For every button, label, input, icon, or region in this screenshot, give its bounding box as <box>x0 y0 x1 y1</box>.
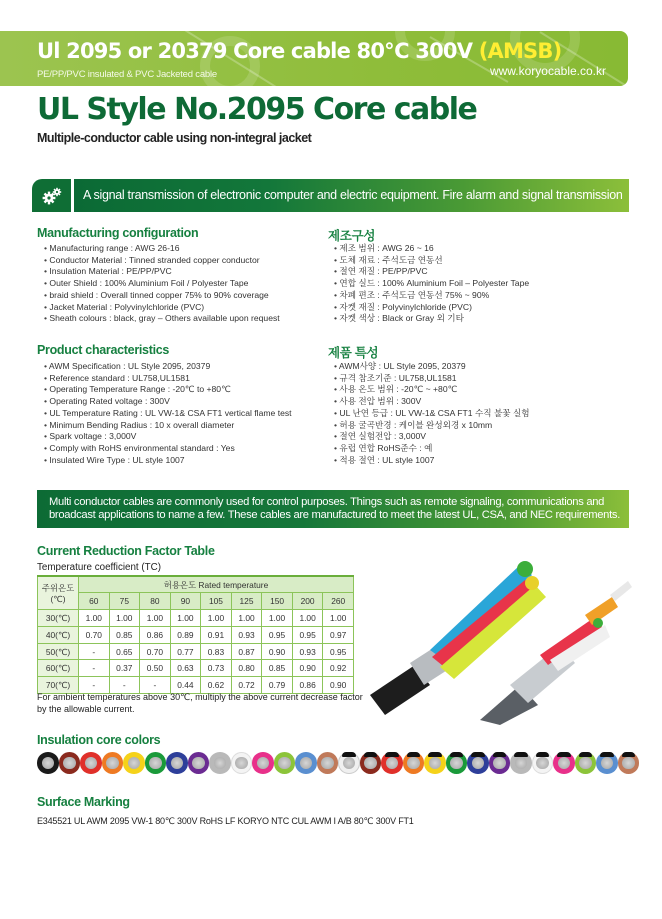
table-cell: 0.70 <box>79 626 110 643</box>
list-item: • AWM사양 : UL Style 2095, 20379 <box>334 361 530 373</box>
list-item: • braid shield : Overall tinned copper 75% to 90% coverage <box>44 290 280 302</box>
core-color-swatch <box>231 752 253 774</box>
rated-temperature-header: 허용온도 Rated temperature <box>79 576 354 593</box>
info-line-2: broadcast applications to name a few. These cables are manufactured to meet the latest UL, CSA, and NEC requirements. <box>49 509 621 521</box>
list-item: • Conductor Material : Tinned stranded copper conductor <box>44 255 280 267</box>
table-cell: 0.95 <box>262 626 293 643</box>
core-color-swatch-striped <box>575 752 597 774</box>
list-item: • UL 난연 등급 : UL VW-1& CSA FT1 수직 불꽃 실험 <box>334 408 530 420</box>
table-cell: 0.77 <box>170 643 201 660</box>
table-cell: 0.62 <box>201 677 232 694</box>
table-cell: - <box>140 677 171 694</box>
column-header: 60 <box>79 593 110 610</box>
row-header: 70(℃) <box>38 677 79 694</box>
column-header: 75 <box>109 593 140 610</box>
core-color-swatch-striped <box>618 752 640 774</box>
core-color-swatch-striped <box>596 752 618 774</box>
table-row <box>38 643 354 660</box>
table-cell: 0.85 <box>262 660 293 677</box>
table-cell: 1.00 <box>323 610 354 627</box>
table-cell: 0.70 <box>140 643 171 660</box>
core-color-swatch-striped <box>338 752 360 774</box>
table-cell: 0.92 <box>323 660 354 677</box>
core-color-swatch <box>188 752 210 774</box>
table-cell: 0.50 <box>140 660 171 677</box>
row-header: 30(℃) <box>38 610 79 627</box>
list-item: • 유럽 연합 RoHS준수 : 예 <box>334 443 530 455</box>
table-cell: 0.37 <box>109 660 140 677</box>
cable-product-image <box>360 545 640 725</box>
product-characteristics-list <box>44 361 292 466</box>
list-item: • 허용 굴곡반경 : 케이블 완성외경 x 10mm <box>334 420 530 432</box>
core-color-swatch-striped <box>553 752 575 774</box>
table-cell: 0.80 <box>231 660 262 677</box>
core-colors-title: Insulation core colors <box>37 733 161 747</box>
table-cell: 0.91 <box>201 626 232 643</box>
core-color-swatch <box>274 752 296 774</box>
table-cell: 1.00 <box>109 610 140 627</box>
list-item: • 절연 실험전압 : 3,000V <box>334 431 530 443</box>
core-colors-row <box>37 752 639 774</box>
list-item: • 규격 참조기준 : UL758,UL1581 <box>334 373 530 385</box>
table-cell: 0.95 <box>323 643 354 660</box>
table-cell: 1.00 <box>292 610 323 627</box>
column-header: 105 <box>201 593 232 610</box>
product-characteristics-title: Product characteristics <box>37 343 170 357</box>
core-color-swatch <box>123 752 145 774</box>
header-band <box>0 31 628 86</box>
table-cell: 0.79 <box>262 677 293 694</box>
list-item: • 제조 범위 : AWG 26 ~ 16 <box>334 243 529 255</box>
list-item: • 사용 전압 범위 : 300V <box>334 396 530 408</box>
core-color-swatch-striped <box>360 752 382 774</box>
table-cell: - <box>79 643 110 660</box>
manufacturing-list-ko <box>334 243 529 325</box>
table-cell: - <box>109 677 140 694</box>
table-cell: 1.00 <box>262 610 293 627</box>
reduction-factor-table <box>37 575 354 694</box>
list-item: • 차폐 편조 : 주석도금 연동선 75% ~ 90% <box>334 290 529 302</box>
list-item: • Operating Temperature Range : -20℃ to +80℃ <box>44 384 292 396</box>
table-cell: 0.83 <box>201 643 232 660</box>
core-color-swatch-striped <box>489 752 511 774</box>
core-color-swatch-striped <box>424 752 446 774</box>
core-color-swatch <box>102 752 124 774</box>
table-cell: 0.95 <box>292 626 323 643</box>
core-color-swatch-striped <box>446 752 468 774</box>
gears-icon-box <box>32 179 71 212</box>
band-title: Ul 2095 or 20379 Core cable 80℃ 300V (AMSB) <box>37 39 562 63</box>
list-item: • Manufacturing range : AWG 26-16 <box>44 243 280 255</box>
table-cell: 0.86 <box>140 626 171 643</box>
core-color-swatch-striped <box>403 752 425 774</box>
page-subtitle: Multiple-conductor cable using non-integral jacket <box>37 131 312 145</box>
table-cell: 1.00 <box>231 610 262 627</box>
core-color-swatch <box>145 752 167 774</box>
corner-header: 주위온도 (℃) <box>38 576 79 610</box>
table-row <box>38 610 354 627</box>
page-title: UL Style No.2095 Core cable <box>37 92 477 127</box>
surface-marking-title: Surface Marking <box>37 795 130 809</box>
list-item: • Insulated Wire Type : UL style 1007 <box>44 455 292 467</box>
column-header: 200 <box>292 593 323 610</box>
table-cell: 1.00 <box>170 610 201 627</box>
reduction-table-title: Current Reduction Factor Table <box>37 544 215 558</box>
table-cell: 1.00 <box>201 610 232 627</box>
list-item: • Minimum Bending Radius : 10 x overall diameter <box>44 420 292 432</box>
table-cell: - <box>79 677 110 694</box>
core-color-swatch-striped <box>467 752 489 774</box>
table-cell: 0.44 <box>170 677 201 694</box>
table-cell: 0.90 <box>262 643 293 660</box>
application-text: A signal transmission of electronic computer and electric equipment. Fire alarm and signal transmission <box>74 179 629 212</box>
table-cell: 0.73 <box>201 660 232 677</box>
info-line-1: Multi conductor cables are commonly used for control purposes. Things such as remote signaling, communications and <box>49 496 605 508</box>
table-cell: 1.00 <box>79 610 110 627</box>
manufacturing-list <box>44 243 280 325</box>
core-color-swatch <box>37 752 59 774</box>
list-item: • Spark voltage : 3,000V <box>44 431 292 443</box>
product-characteristics-list-ko <box>334 361 530 466</box>
column-header: 150 <box>262 593 293 610</box>
amsb-highlight: (AMSB) <box>478 39 562 63</box>
application-band <box>32 179 629 212</box>
core-color-swatch <box>317 752 339 774</box>
core-color-swatch-striped <box>510 752 532 774</box>
list-item: • 도체 재료 : 주석도금 연동선 <box>334 255 529 267</box>
list-item: • 자켓 색상 : Black or Gray 외 기타 <box>334 313 529 325</box>
manufacturing-title: Manufacturing configuration <box>37 226 199 240</box>
table-note: For ambient temperatures above 30℃, multiply the above current decrease factor by the allowable current. <box>37 692 363 714</box>
column-header: 260 <box>323 593 354 610</box>
list-item: • 적용 절연 : UL style 1007 <box>334 455 530 467</box>
list-item: • 자켓 재질 : Polyvinylchloride (PVC) <box>334 302 529 314</box>
table-cell: 0.87 <box>231 643 262 660</box>
table-cell: 0.63 <box>170 660 201 677</box>
info-band <box>37 490 629 528</box>
reduction-table-subtitle: Temperature coefficient (TC) <box>37 562 161 573</box>
list-item: • Operating Rated voltage : 300V <box>44 396 292 408</box>
column-header: 90 <box>170 593 201 610</box>
core-color-swatch <box>295 752 317 774</box>
band-subtitle: PE/PP/PVC insulated & PVC Jacketed cable <box>37 69 217 80</box>
table-row <box>38 660 354 677</box>
table-cell: 0.93 <box>292 643 323 660</box>
table-cell: 0.72 <box>231 677 262 694</box>
list-item: • Outer Shield : 100% Aluminium Foil / Polyester Tape <box>44 278 280 290</box>
list-item: • 사용 온도 범위 : -20℃ ~ +80℃ <box>334 384 530 396</box>
list-item: • 연합 실드 : 100% Aluminium Foil – Polyester Tape <box>334 278 529 290</box>
core-color-swatch <box>166 752 188 774</box>
table-row <box>38 626 354 643</box>
core-color-swatch <box>59 752 81 774</box>
core-color-swatch-striped <box>532 752 554 774</box>
list-item: • Comply with RoHS environmental standard : Yes <box>44 443 292 455</box>
list-item: • Jacket Material : Polyvinylchloride (PVC) <box>44 302 280 314</box>
table-cell: 0.93 <box>231 626 262 643</box>
row-header: 40(℃) <box>38 626 79 643</box>
product-characteristics-title-ko: 제품 특성 <box>328 346 379 360</box>
table-cell: 0.90 <box>323 677 354 694</box>
table-cell: 0.90 <box>292 660 323 677</box>
row-header: 60(℃) <box>38 660 79 677</box>
column-header: 125 <box>231 593 262 610</box>
list-item: • UL Temperature Rating : UL VW-1& CSA FT1 vertical flame test <box>44 408 292 420</box>
core-color-swatch-striped <box>381 752 403 774</box>
list-item: • Reference standard : UL758,UL1581 <box>44 373 292 385</box>
manufacturing-title-ko: 제조구성 <box>328 229 376 243</box>
list-item: • Insulation Material : PE/PP/PVC <box>44 266 280 278</box>
list-item: • Sheath colours : black, gray – Others available upon request <box>44 313 280 325</box>
table-cell: 0.86 <box>292 677 323 694</box>
core-color-swatch <box>80 752 102 774</box>
list-item: • AWM Specification : UL Style 2095, 20379 <box>44 361 292 373</box>
row-header: 50(℃) <box>38 643 79 660</box>
surface-marking-text: E345521 UL AWM 2095 VW-1 80℃ 300V RoHS LF KORYO NTC CUL AWM I A/B 80℃ 300V FT1 <box>37 816 414 826</box>
column-header: 80 <box>140 593 171 610</box>
gears-icon <box>41 187 63 205</box>
table-cell: 1.00 <box>140 610 171 627</box>
list-item: • 절연 재질 : PE/PP/PVC <box>334 266 529 278</box>
core-color-swatch <box>252 752 274 774</box>
table-cell: 0.97 <box>323 626 354 643</box>
table-cell: 0.85 <box>109 626 140 643</box>
table-cell: - <box>79 660 110 677</box>
table-cell: 0.65 <box>109 643 140 660</box>
table-cell: 0.89 <box>170 626 201 643</box>
website-link[interactable]: www.koryocable.co.kr <box>489 64 606 78</box>
core-color-swatch <box>209 752 231 774</box>
